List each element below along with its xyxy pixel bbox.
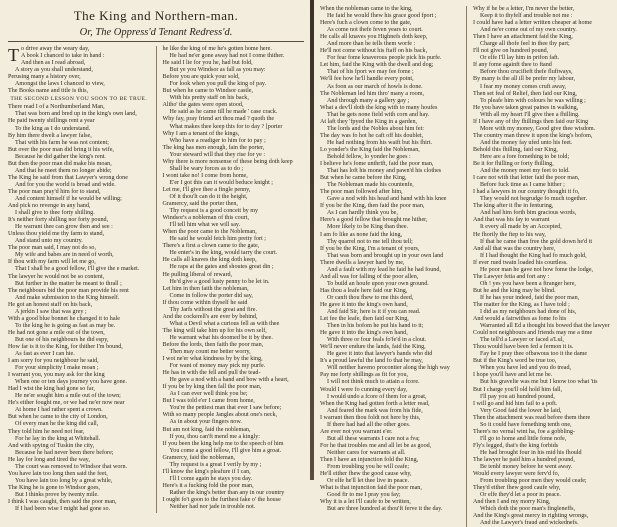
verse-line: When the nobleman came to the king, (320, 6, 413, 12)
verse-line: Let me, I'll give thee a fingle penny, (162, 186, 251, 193)
verse-line: The king after it fhe in fenturing, (473, 203, 554, 210)
verse-line: But I was told e'er I came from home, (162, 398, 255, 405)
verse-line: Or elfe I'll lay him in prifon faft. (480, 55, 560, 62)
verse-line: My wife and babes are in need of worth, (15, 252, 114, 259)
verse-line: I will not think much to attain a fcore. (327, 379, 420, 386)
verse-line: And all that was the country here, (473, 245, 556, 252)
verse-line: He'll not come without his ftaff on his back, (320, 48, 428, 55)
verse-line: Or canft thou fhew to me this deed, (327, 294, 414, 301)
verse-line: Will neither haveno procontier along the high way (327, 365, 450, 372)
verse-line: We'll fee how he'll handle every point, (320, 76, 414, 83)
verse-line: And content himself if he would be willing; (15, 195, 122, 202)
verse-line: Gramercy, said the porter then, (162, 201, 238, 208)
verse-line: I'll know the king's pleafure if I can, (162, 468, 251, 475)
verse-line: Thy quarrel not to me tell thou tell; (327, 238, 413, 245)
verse-line: To the king as I do understand. (15, 125, 91, 132)
verse-line: A jerkin I saw that was grey ; (15, 308, 87, 315)
verse-line: It every all made by an Accepted, (480, 224, 562, 231)
verse-line: He's either fought me, or we had ne'er now near (8, 400, 125, 407)
verse-line: Why I am a tenant of the kings, (162, 130, 240, 137)
verse-line: Of every man he the king did call, (15, 421, 99, 428)
left-column-2 (163, 46, 305, 513)
verse-line: Then set feal of Relief, then faid our King, (473, 90, 577, 97)
verse-line: Fay he I pray thee ofbawous too it the dame (480, 351, 588, 358)
verse-line: He said as he came till he made ' case crack. (169, 109, 278, 116)
verse-line: The Nobleman led him thro' many a room, (320, 90, 424, 97)
verse-line: From troubling poor men they would ceafe; (480, 478, 587, 485)
verse-line: Altho' the gates were open stood, (162, 102, 244, 109)
verse-line: The tell'd a Lawyer or faced a'Lul, (480, 337, 564, 344)
verse-line: The king will take him up for his own self, (162, 327, 267, 334)
verse-line: But if the King's word be true too, (473, 358, 557, 365)
verse-line: That I shall be a good fellow, I'll give the e market. (15, 266, 140, 273)
right-column-2 (473, 6, 613, 527)
verse-line: Gave a nod with his head and hand with his knee (327, 196, 447, 203)
verse-line: The Lawyer fetia and fort any : (473, 273, 550, 280)
verse-line: Which doth the poor man's fingleneffs, (480, 506, 576, 513)
verse-line: I ought fo't goon to the furthest fake o' the house (162, 497, 281, 503)
verse-line: Then I have an attachment faid the King, (473, 34, 573, 41)
verse-line: When you have led and you do tread, (480, 365, 572, 372)
verse-line: The day was fo hot he caft off his doublet, (320, 132, 424, 139)
verse-line: If that he came than free the gold down he'd it (480, 238, 593, 245)
verse-line: The poor man said, I may not do so, (8, 245, 97, 252)
verse-line: Unless thou yield me thy farm to stand, (8, 231, 105, 238)
verse-line: I wont take no! I come from home, (162, 172, 248, 179)
verse-line: But his gravelie was me but I know too what 'tis (480, 379, 598, 386)
verse-line: I had a lawyers in our country thought it fo, (473, 189, 580, 196)
verse-line: And for you the world is broad and wide. (15, 181, 116, 188)
verse-line: I wot ne'er what kindness by by the king, (162, 356, 263, 363)
verse-line: That was born and brought up in your own land (327, 252, 444, 259)
verse-line: Why there is more nonsense of these being doth keep (162, 158, 293, 165)
verse-line: A story as you shall understand, (15, 67, 93, 74)
verse-line: But then the poor man did make his moan, (8, 160, 112, 167)
verse-line: I think I was caught, then said the poor man, (8, 499, 117, 505)
verse-line: Because he had never been there before; (15, 449, 114, 456)
verse-line: The poor man pray'd him for to stand, (8, 188, 101, 195)
verse-line: Before you are quick your sold, (162, 74, 240, 81)
verse-line: But further in the matter he meant to thrall ; (15, 280, 122, 287)
verse-line: He had nothing from his waift but his fhirt. (327, 139, 433, 146)
verse-line: There's no vernal wint ha, foe a gobbling- (473, 428, 575, 435)
verse-lines (473, 6, 613, 527)
verse-line: But he and the king may be blind. (473, 287, 556, 294)
verse-line: When one or ten days journey you have gone. (15, 379, 127, 386)
verse-line: But when he came to Windsor castle, (162, 88, 254, 95)
verse-line: If any fome againft thee to ftand (473, 62, 552, 69)
verse-line: I shall give to thee forty shilling. (15, 210, 95, 217)
verse-line: But I thinks prove by twenty mile. (15, 491, 99, 498)
verse-line: But I charge you'll old hold him fall, (473, 386, 562, 393)
verse-line: Or elfe they'd let a poor in peace. (480, 492, 561, 499)
verse-line: He enter's in the king, would tarry the court. (169, 250, 278, 257)
verse-line: Rather the king's better than any in our country (169, 489, 285, 496)
verse-line: They would not begrudge fo much together. (480, 196, 588, 203)
verse-line: If thou with my farm will let me go, (8, 259, 96, 266)
verse-line: And stand unto my country. (15, 238, 83, 245)
verse-line: He pulling liberal of reward, (162, 271, 233, 278)
verse-line: He said I lie for you he, had but fold, (162, 60, 253, 67)
verse-line: There dwells a lawyer hard by me, (320, 259, 405, 266)
verse-line: So it could have fomething tenth one, (480, 421, 572, 428)
verse-line: Be tenhf money before he went away. (480, 464, 573, 471)
verse-line: But ye you Windsor as fall as you may: (169, 67, 266, 74)
verse-line: And faid Sir, here is it if you can read. (327, 309, 421, 316)
verse-lines (8, 46, 150, 513)
verse-line: He calls all knaves you Highnefs doth keep, (320, 34, 428, 41)
verse-line: Neither had nor jade in trouble not. (169, 504, 256, 511)
verse-line: He had not gone a mile out of the town, (8, 329, 105, 336)
verse-line: And the Lawyer's fraud and wickednefs. (480, 520, 579, 527)
verse-line: And through many a gallery gay ; (327, 97, 410, 104)
verse-line: He paid twenty shillings rent a year (8, 118, 95, 125)
verse-line: I warrant you, you may ask for the king (8, 372, 105, 379)
verse-line: The King he is gone to Windsor goes, (8, 484, 101, 491)
verse-line: By him there dwelt a lawyer false, (8, 132, 92, 139)
verse-line: He had ne'er gone away had not I come thither. (169, 53, 285, 60)
verse-line: Let fee the leafe, then faid our King, (320, 316, 409, 323)
verse-line: I did as my neighbours had done of his, (480, 309, 577, 316)
verse-line: That with his farm he was not content; (15, 139, 109, 146)
verse-line: If I had thought the King had fo much gold, (480, 252, 587, 259)
verse-lines (163, 46, 305, 511)
verse-line: They told him he need not fear, (8, 428, 85, 435)
verse-line: He faid he would fhew his grace good fport ; (327, 13, 437, 20)
verse-line: Neither cares for warrants at all. (327, 449, 406, 456)
right-columns (320, 6, 613, 527)
verse-line: That he gets none field with corn and hay. (327, 111, 430, 118)
verse-line: Gramercy, faid the nobleman, (162, 454, 236, 461)
verse-line: And more than he tells them worfe : (327, 41, 416, 48)
verse-line: I will go and hid him fail to a poft. (473, 400, 558, 407)
verse-line: Behold fellow, lo yonder he goes : (327, 153, 411, 160)
verse-line: And then as I read abroad, (21, 60, 86, 67)
verse-line: For he lay in the king at Whitehall. (15, 435, 101, 442)
verse-line: He lay for long and tired the way, (8, 456, 90, 463)
verse-line: Thou would have been fed a fermon it is. (473, 344, 574, 351)
verse-line: Would I were fo cunning every day, (320, 386, 408, 393)
verse-line: Here's fuch a clown come to the gate, (320, 20, 412, 27)
verse-line: If you been the king help me to the speech of him (162, 440, 284, 447)
verse-line: If I had been wise I might had gone so. (15, 506, 111, 513)
verse-line: But when he came to the city of London, (8, 414, 108, 421)
verse-line: It's neither forty shilling nor forty pound, (8, 217, 109, 224)
verse-line: What makes thee keep this for to day ? [porter (169, 123, 283, 130)
verse-line: Thy request is a good conceit by my (169, 208, 259, 215)
verse-line: That has loft his money and pawn'd his clothes (327, 168, 442, 175)
verse-line: I warrant then thou foldt not here by this, (320, 414, 421, 421)
verse-line: Your steward will that they rise for ye : (169, 151, 266, 158)
verse-line: I could have had a letter written cheaper at home (473, 20, 592, 27)
verse-line: Behold this fhilling, faid our King, (473, 146, 558, 153)
verse-line: And the cockerell's are ever by behind, (162, 313, 258, 320)
left-page (0, 0, 310, 513)
verse-line: And all was for falling of the poor allen, (320, 273, 419, 280)
verse-line: Could not neighbours and friends may me a time (473, 330, 593, 337)
verse-line: Before the lords, then faith the poor man, (162, 341, 264, 348)
verse-line: You're the pettiest man that ever I saw before; (169, 405, 282, 412)
verse-line: Had I wist the king had gone so far, (8, 386, 95, 393)
verse-line: He has in with the fell and pull the tead- (162, 370, 261, 377)
verse-line: With his pretty staff on his back, (169, 95, 249, 102)
verse-line: Or elfe he'll let thee live in peace. (327, 478, 409, 485)
verse-line: What a Devil what a curious fell as with thee (169, 320, 280, 327)
verse-line: I'll tell him what we will say. (169, 222, 241, 229)
verse-line: He said he would fetch him pretty fort ; (169, 236, 266, 243)
verse-line: But are three hundred at thou'ft ferve it the day. (327, 506, 443, 513)
verse-line: I am fo like as none faid the king, (320, 231, 403, 238)
verse-line: I'll not give on hundred pound, (473, 48, 549, 55)
verse-line: The king has men enough, fain the porter, (162, 144, 265, 151)
verse-line: Would every lawyer were ferv'd fo, (473, 471, 560, 478)
verse-line: He gave a nod with a hand and bow with a heart, (169, 377, 289, 384)
verse-line: Let him, faid the King with the dwell and dog; (320, 62, 434, 69)
verse-line: With so many people Jangles about one's neck, (162, 412, 278, 419)
verse-line: From troubling you he will ceafe; (327, 464, 410, 471)
verse-line: But when he came before the King, (320, 175, 407, 182)
verse-line: At home I had rather spent a crown. (15, 407, 103, 414)
verse-line: More likely to be King than thee. (327, 224, 409, 231)
verse-line: He ne'er sought him a mile out of the town; (15, 393, 121, 400)
verse-line: Thy request is a great I verily by my ; (169, 461, 262, 468)
verse-line: And a fault with my lead he faid he had found, (327, 266, 441, 273)
title-rule (8, 41, 304, 42)
verse-line: Then may count me better worry, (169, 349, 251, 356)
verse-line: Here's it a fucking fold the poor man, (162, 482, 254, 489)
verse-line: As foon as our march of howls is done. (327, 83, 423, 90)
verse-line: But one of his neighbours he did espy, (15, 336, 109, 343)
verse-line: He warrant thee can grow then and see : (15, 224, 113, 231)
verse-line: He you have taken great paines in walking, (473, 104, 579, 111)
verse-line: When the poor came to the Nobleman, (162, 229, 257, 236)
verse-line: Very Good faid the lower he laid, (480, 407, 562, 414)
verse-line: The matter for the King, as I have told ; (473, 301, 570, 308)
verse-line: he like the king of me he's gotten home here. (162, 46, 272, 52)
verse-line: They'd either fhew good caufe why, (473, 485, 561, 492)
verse-line: And ne'er come out of my own country. (480, 27, 577, 34)
verse-line: As fast as ever I can hie. (15, 351, 75, 358)
verse-line: He had brought four in his mid his fhould (480, 449, 582, 456)
verse-line: As come not thefe feven years to court. (327, 27, 423, 34)
verse-line: Amongst the laws I chanced to view, (15, 81, 105, 88)
verse-line: We'll never endure the lands, faid the King, (320, 344, 426, 351)
verse-line: It's a proud lawful the land fo that he may, (320, 358, 423, 365)
verse-line: If there had had all the other goes. (327, 421, 411, 428)
verse-line: You have lain too long then said the feet, (8, 470, 108, 477)
verse-line: You come a good fellow, I'll give him a groat. (169, 447, 282, 454)
verse-line: You have lain too long by a great while, (15, 477, 113, 484)
column-divider (466, 6, 467, 527)
verse-line: But all these warrants I care not a fva; (327, 435, 420, 442)
verse-line: For your simplicity I make moan ; (15, 365, 99, 372)
verse-line: And the King's great mercy in righting wrongs, (473, 513, 589, 520)
page-subtitle: Or, The Oppress'd Tenant Redress'd. (79, 27, 233, 38)
verse-line: The King he said from that Lawyer's wrong done (8, 174, 128, 181)
verse-line: And pick no revenge in any hand, (8, 203, 91, 210)
verse-line: THE SECOND LESSON YOU SOON TO BE TRUE. (10, 96, 148, 103)
verse-line: That was born and bred up in the king's own land, (15, 111, 137, 118)
verse-line: If thou come within thyself he said (162, 299, 248, 306)
verse-line: And would a fairwithes as fome fo his (473, 316, 567, 323)
verse-line: I care not with that letter faid the poor man, (473, 175, 580, 182)
verse-line: Why it is a let I'll caufe to be written, (320, 499, 411, 506)
verse-line: Thy Jarfs without the great and fire. (169, 306, 257, 313)
verse-line: Then in his bofom he put his hand to it; (327, 323, 424, 330)
verse-line: He raps at the gates and shoutes great din ; (169, 264, 274, 271)
verse-line: Who have a readiger to him for to pay ; (169, 137, 266, 144)
verse-line: I believe he's fome unthrift, faid the poor man, (320, 161, 434, 168)
verse-line: With all my heart I'll give thee a fhilling. (480, 111, 580, 118)
verse-line: Keep it to thyfelf and trouble not me : (480, 13, 573, 20)
verse-line: He'd give a good lusty penny to be let in. (169, 278, 270, 285)
verse-line: Charge all thofe feel in thee thy part; (480, 41, 570, 48)
verse-line: With three or four feals fo'fe'd in a clout. (327, 337, 427, 344)
verse-line: The lawyer he would not be so content, (8, 273, 105, 280)
verse-line: He'll either fhew the good cause why, (320, 471, 412, 478)
verse-line: There read I of a Northumberland Man, (8, 104, 105, 111)
verse-line: Before fuck time as I came hither ; (480, 182, 565, 189)
verse-line: And then I and my morry King, (473, 499, 551, 506)
verse-line: Windsor's a nobleman of this court, (162, 215, 249, 222)
verse-line: I'll go to home and little fome nofe, (480, 435, 567, 442)
verse-line: For want of money may pick my purfe. (169, 363, 266, 370)
verse-line: A book I chanced to take in hand : (21, 53, 105, 60)
verse-line: The lords and the Nobles about him fet: (327, 125, 424, 132)
verse-line: o drive away the weary day, (21, 46, 90, 52)
verse-line: By many is the all ill be prefer my labour, (473, 76, 575, 83)
verse-line: As I can hardly think you be, (327, 210, 398, 217)
verse-line: What a dev'll doth the king with to many houfes (320, 104, 438, 111)
left-column-1 (8, 46, 150, 513)
verse-line: He warrant what his doomed be it by thee. (169, 334, 273, 341)
verse-line: He gave it into that lawyer's hands who did (327, 351, 433, 358)
verse-line: I am sorry for you neighbour he said, (8, 358, 99, 365)
verse-line: For he that troubles me and all let be as good, (320, 442, 432, 449)
verse-line: And the money meet my feet to told. (480, 168, 570, 175)
verse-line: If ever rued twain loaded his courtless. (473, 259, 568, 266)
verse-line: For look when you pull the king of pay. (169, 81, 267, 88)
verse-line: Perusing many a history over, (8, 74, 81, 81)
verse-line: Then the attachment was read before them there (473, 414, 591, 421)
verse-line: He fhortly the ftep to his way, (473, 231, 546, 238)
verse-line: He calls all knaves the king doth keep, (162, 257, 257, 264)
verse-line: Because he did gather the king's rent. (15, 153, 106, 160)
verse-line: He got an honest staff on his back, (8, 301, 93, 308)
verse-line: Come in follow the porter did say, (169, 292, 253, 299)
verse-line: And feared the mark was from his fide, (327, 407, 423, 414)
verse-line: Why fay, pray friend art thou mad ? quoth the (162, 116, 275, 123)
verse-line: I hope you'll have and let me be. (473, 372, 553, 379)
verse-line: The Nobleman made his countenfe, (327, 182, 414, 189)
verse-line: He gave it into the king's own hand, (320, 301, 408, 308)
right-page (314, 0, 617, 527)
verse-line: How far is it to the King, for thither I'm bound, (8, 343, 123, 350)
verse-line: Of it thou'lt can do it the height, (169, 193, 248, 200)
verse-line: Be it for fhilling or forty fhilling, (473, 161, 554, 168)
verse-line: Has thou a leafe here faid our King, (320, 287, 408, 294)
verse-line: For fear fome knaverous people pick his purfe. (327, 55, 442, 62)
verse-line: And that was his fay to warrant (473, 217, 550, 224)
verse-line: I would undo a fcore of them for a groat, (327, 393, 427, 400)
verse-line: To build an houfe upon your own ground. (327, 280, 429, 287)
verse-line: When the King had gotten forth a letter read, (320, 400, 430, 407)
verse-line: Why if he be a letter, I'm never the better, (473, 6, 575, 12)
verse-line: To pleafe him with colours he was willing ; (480, 97, 586, 104)
verse-line: Here are a fore fomething to be told; (480, 153, 570, 160)
verse-line: The lawyer he paid him a hundred pound, (473, 457, 575, 463)
verse-line: The court was removed to Windsor that worn. (15, 463, 128, 470)
verse-line: Shall be wary forces as to do ; (169, 165, 244, 172)
verse-line: The Books name and title is this, (8, 88, 89, 95)
verse-line: I fear my money comes cruft away, (480, 83, 567, 90)
page-title: The King and Northern-man. (73, 8, 239, 23)
verse-line: That of his fport we may fee fome ; (327, 69, 414, 76)
verse-line: As I can ever well think you be; (169, 391, 248, 398)
right-column-1 (320, 6, 460, 527)
verse-line: The neighbours bid the poor man provide his rent (8, 287, 129, 294)
verse-line: He poor man he gave not how fome the lodge, (480, 266, 594, 273)
verse-line: But over the poor man did bring it his wife, (8, 146, 114, 153)
verse-line: If you, thou can'ft mend me a kingly: (169, 433, 260, 440)
verse-line: The poor man followed after him, (320, 189, 403, 196)
verse-line: At laft they 'fpyed the King in a garden, (320, 118, 418, 125)
verse-line: And had him forth bim gracious words, (480, 210, 577, 217)
verse-line: More with my money, Good give thee wisdom. (480, 125, 596, 132)
verse-line: And the money fay ufed unto his feet. (480, 139, 573, 146)
verse-line: Lo yonder's the King faid the Nobleman, (320, 146, 420, 153)
column-divider (156, 46, 157, 513)
verse-line: If you be by king then fall the poor man, (162, 384, 262, 391)
verse-line: And that he meet them no longer abide; (15, 167, 112, 174)
verse-line: And with spying of Tuskin the city, (8, 442, 95, 449)
verse-line: With a good blue bonnet he changed it to hale (8, 315, 120, 322)
verse-line: To the king he is going as fast as may be. (15, 322, 116, 329)
drop-cap: T (8, 45, 19, 65)
verse-line: Then I have an injunction fold the King, (320, 457, 419, 463)
verse-line: I'll pay you ati hundred pound, (480, 393, 555, 400)
verse-line: Before thou crucifieft thefe fluftways, (480, 69, 573, 76)
verse-line: I'll I come again he stays you day. (169, 475, 253, 482)
verse-line: If you be the King, then faid the poor man, (320, 203, 425, 210)
verse-line: There's a first a clown came to the gate, (162, 243, 260, 250)
verse-line: As in about your fingers now. (169, 419, 242, 426)
verse-line: Pay me forty shillings as fit for you, (320, 372, 409, 379)
verse-line: Good fir to me I pray you fay; (327, 492, 401, 499)
verse-line: Here's a good fellow that brought me hither, (320, 217, 428, 224)
verse-line: The country man threw it upon the king's bofom, (473, 132, 593, 139)
verse-line: If I have any of thy fhillings then faid our King (473, 118, 589, 125)
verse-line: Warranted all Ed a thought his bowed that the lawyer (480, 323, 610, 330)
verse-line: Let him in then faith the nobleman, (162, 285, 249, 292)
verse-lines (320, 6, 460, 513)
verse-line: But am not king, faid the nobleman, (162, 426, 251, 433)
verse-line: He gave it into the king's own hand, (320, 330, 408, 337)
verse-line: And make submission to the King himself. (15, 294, 120, 301)
verse-line: Fly's legged, that's the king forbids (473, 442, 559, 449)
verse-line: E'er I got this can it would beduce knight ; (169, 179, 273, 186)
verse-line: If you be the King, I'm a tenant of yours, (320, 245, 420, 252)
verse-line: Oh ! yes you have been a ftranger here, (480, 280, 576, 287)
verse-line: If he has your indeed, faid the poor man, (480, 294, 580, 301)
verse-line: Are ever not you warrant e'er. (320, 428, 393, 435)
left-columns (8, 46, 304, 513)
verse-line: What is that injunction faid the poor man, (320, 485, 422, 492)
